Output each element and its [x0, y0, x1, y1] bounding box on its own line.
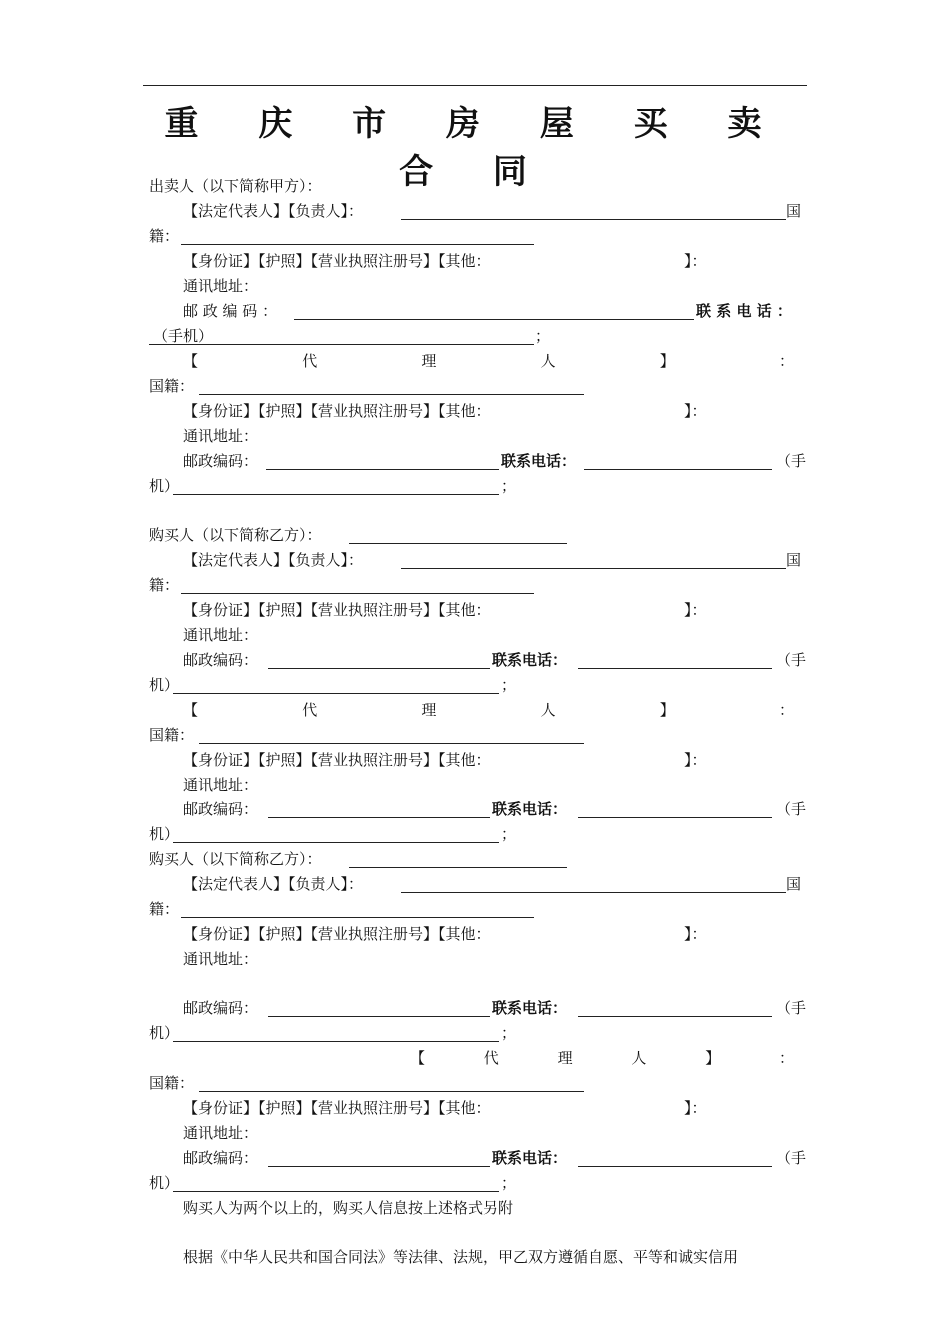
postcode-blank [268, 1166, 490, 1167]
address-label: 通讯地址： [183, 776, 259, 794]
mobile-blank [173, 693, 499, 694]
semicolon: ； [501, 1174, 517, 1192]
legal-rep-label: 【法定代表人】【负责人】： [183, 551, 364, 569]
phone-label: 联系电话： [492, 999, 568, 1017]
id-type-close: 】： [684, 925, 707, 943]
id-type-label: 【身份证】【护照】【营业执照注册号】【其他： [183, 1099, 491, 1117]
phone-label: 联系电话： [492, 800, 568, 818]
address-label: 通讯地址： [183, 277, 259, 295]
contract-basis-line [149, 1245, 802, 1270]
nationality-label: 国籍： [149, 726, 195, 744]
nationality-blank [199, 743, 584, 744]
buyer1-agent-id-line [149, 748, 802, 773]
postcode-blank [266, 469, 499, 470]
mobile-close: 机） [149, 676, 180, 694]
id-type-label: 【身份证】【护照】【营业执照注册号】【其他： [183, 402, 491, 420]
seller-agent-line [149, 349, 802, 374]
buyer2-postcode-line [149, 996, 807, 1021]
seller-agent-mobile-line [149, 474, 802, 499]
id-type-close: 】： [684, 601, 707, 619]
postcode-label: 邮政编码： [183, 800, 259, 818]
phone-label: 联系电话： [501, 452, 577, 470]
legal-rep-blank [401, 568, 786, 569]
buyer1-agent-mobile-line [149, 822, 802, 847]
buyer1-nationality-line [149, 573, 802, 598]
seller-agent-nationality-line [149, 374, 802, 399]
agent-char: 理 [557, 1049, 573, 1067]
buyer1-mobile-line [149, 673, 802, 698]
agent-char: 理 [421, 701, 437, 719]
mobile-blank [173, 494, 499, 495]
agent-char: 理 [421, 352, 437, 370]
semicolon: ； [501, 825, 517, 843]
mobile-close: 机） [149, 1024, 180, 1042]
nationality-blank [199, 1091, 584, 1092]
buyer2-address-line [149, 947, 802, 972]
phone-blank [578, 817, 772, 818]
postcode-blank [268, 817, 490, 818]
agent-label [410, 1046, 794, 1071]
mobile-close: 机） [149, 1174, 180, 1192]
postcode-label: 邮政编码： [183, 452, 259, 470]
legal-rep-label: 【法定代表人】【负责人】： [183, 202, 364, 220]
agent-char: 代 [302, 352, 318, 370]
seller-agent-postcode-line [149, 449, 807, 474]
postcode-blank [268, 668, 490, 669]
mobile-open: （手 [776, 452, 807, 470]
top-rule [143, 85, 807, 86]
agent-char: 【 [410, 1049, 426, 1067]
id-type-close: 】： [684, 751, 707, 769]
nationality-label-tail: 国 [786, 551, 802, 569]
mobile-blank [173, 842, 499, 843]
seller-heading-line [149, 174, 802, 199]
mobile-open: （手 [776, 651, 807, 669]
buyer-heading: 购买人（以下简称乙方）： [149, 526, 322, 544]
seller-heading: 出卖人（以下简称甲方）： [149, 177, 322, 195]
buyer2-mobile-line [149, 1021, 802, 1046]
multiple-buyers-note: 购买人为两个以上的，购买人信息按上述格式另附 [183, 1199, 514, 1217]
postcode-blank [294, 319, 694, 320]
nationality-label-head: 籍： [149, 576, 180, 594]
buyer2-heading-line [149, 847, 802, 872]
address-label: 通讯地址： [183, 950, 259, 968]
phone-blank [584, 469, 772, 470]
nationality-label: 国籍： [149, 377, 195, 395]
nationality-label-head: 籍： [149, 227, 180, 245]
agent-char: 】 [659, 352, 675, 370]
mobile-open: （手 [776, 800, 807, 818]
postcode-label: 邮政编码： [183, 651, 259, 669]
postcode-label: 邮政编码： [183, 999, 259, 1017]
buyer2-id-line [149, 922, 802, 947]
postcode-blank [268, 1016, 490, 1017]
seller-agent-id-line [149, 399, 802, 424]
agent-char: ： [778, 352, 794, 370]
buyer-name-blank [349, 867, 567, 868]
seller-nationality-line [149, 224, 802, 249]
id-type-label: 【身份证】【护照】【营业执照注册号】【其他： [183, 252, 491, 270]
nationality-label: 国籍： [149, 1074, 195, 1092]
agent-char: 【 [183, 352, 199, 370]
buyer2-legal-rep-line [149, 872, 802, 897]
buyer1-postcode-line [149, 648, 807, 673]
agent-char: 人 [631, 1049, 647, 1067]
phone-label: 联系电话： [492, 1149, 568, 1167]
multiple-buyers-note-line [149, 1196, 802, 1221]
agent-char: 代 [302, 701, 318, 719]
nationality-label-head: 籍： [149, 900, 180, 918]
seller-id-line [149, 249, 802, 274]
agent-label [183, 349, 794, 374]
agent-char: ： [778, 701, 794, 719]
nationality-blank [181, 593, 534, 594]
buyer-name-blank [349, 543, 567, 544]
legal-rep-blank [401, 892, 786, 893]
buyer1-heading-line [149, 523, 802, 548]
agent-char: ： [778, 1049, 794, 1067]
agent-char: 代 [483, 1049, 499, 1067]
agent-char: 【 [183, 701, 199, 719]
contract-basis-text: 根据《中华人民共和国合同法》等法律、法规，甲乙双方遵循自愿、平等和诚实信用 [183, 1248, 739, 1266]
buyer-heading: 购买人（以下简称乙方）： [149, 850, 322, 868]
semicolon: ； [501, 676, 517, 694]
buyer2-agent-nationality-line [149, 1071, 802, 1096]
agent-char: 】 [659, 701, 675, 719]
buyer1-address-line [149, 623, 802, 648]
buyer1-id-line [149, 598, 802, 623]
postcode-label: 邮政编码： [183, 1149, 259, 1167]
id-type-label: 【身份证】【护照】【营业执照注册号】【其他： [183, 751, 491, 769]
phone-blank [578, 1016, 772, 1017]
id-type-label: 【身份证】【护照】【营业执照注册号】【其他： [183, 601, 491, 619]
seller-address-line [149, 274, 802, 299]
agent-label [183, 698, 794, 723]
agent-char: 人 [540, 352, 556, 370]
id-type-close: 】： [684, 1099, 707, 1117]
mobile-blank [173, 1191, 499, 1192]
mobile-label: （手机） [153, 327, 214, 345]
semicolon: ； [535, 327, 551, 345]
buyer2-nationality-line [149, 897, 802, 922]
nationality-label-tail: 国 [786, 875, 802, 893]
seller-agent-address-line [149, 424, 802, 449]
postcode-label: 邮 政 编 码 ： [183, 302, 278, 320]
address-label: 通讯地址： [183, 1124, 259, 1142]
legal-rep-label: 【法定代表人】【负责人】： [183, 875, 364, 893]
buyer1-agent-postcode-line [149, 797, 807, 822]
semicolon: ； [501, 1024, 517, 1042]
page-title: 重 庆 市 房 屋 买 卖 合 同 [164, 104, 786, 192]
phone-blank [578, 1166, 772, 1167]
mobile-blank [173, 1041, 499, 1042]
agent-char: 】 [705, 1049, 721, 1067]
mobile-open: （手 [776, 1149, 807, 1167]
phone-label: 联 系 电 话 ： [696, 302, 792, 320]
id-type-close: 】： [684, 402, 707, 420]
buyer1-agent-line [149, 698, 802, 723]
id-type-close: 】： [684, 252, 707, 270]
address-label: 通讯地址： [183, 427, 259, 445]
seller-postcode-line [149, 299, 802, 324]
buyer2-agent-line [149, 1046, 802, 1071]
seller-mobile-line [149, 324, 802, 349]
address-label: 通讯地址： [183, 626, 259, 644]
legal-rep-blank [401, 219, 786, 220]
buyer2-agent-mobile-line [149, 1171, 802, 1196]
nationality-blank [181, 244, 534, 245]
mobile-close: 机） [149, 477, 180, 495]
agent-char: 人 [540, 701, 556, 719]
nationality-blank [199, 394, 584, 395]
mobile-open: （手 [776, 999, 807, 1017]
buyer2-agent-id-line [149, 1096, 802, 1121]
semicolon: ； [501, 477, 517, 495]
mobile-close: 机） [149, 825, 180, 843]
seller-legal-rep-line [149, 199, 802, 224]
buyer2-agent-postcode-line [149, 1146, 807, 1171]
buyer1-agent-nationality-line [149, 723, 802, 748]
id-type-label: 【身份证】【护照】【营业执照注册号】【其他： [183, 925, 491, 943]
buyer2-agent-address-line [149, 1121, 802, 1146]
buyer1-agent-address-line [149, 773, 802, 798]
nationality-blank [181, 917, 534, 918]
nationality-label-tail: 国 [786, 202, 802, 220]
buyer1-legal-rep-line [149, 548, 802, 573]
phone-blank [578, 668, 772, 669]
phone-label: 联系电话： [492, 651, 568, 669]
mobile-blank [149, 344, 534, 345]
